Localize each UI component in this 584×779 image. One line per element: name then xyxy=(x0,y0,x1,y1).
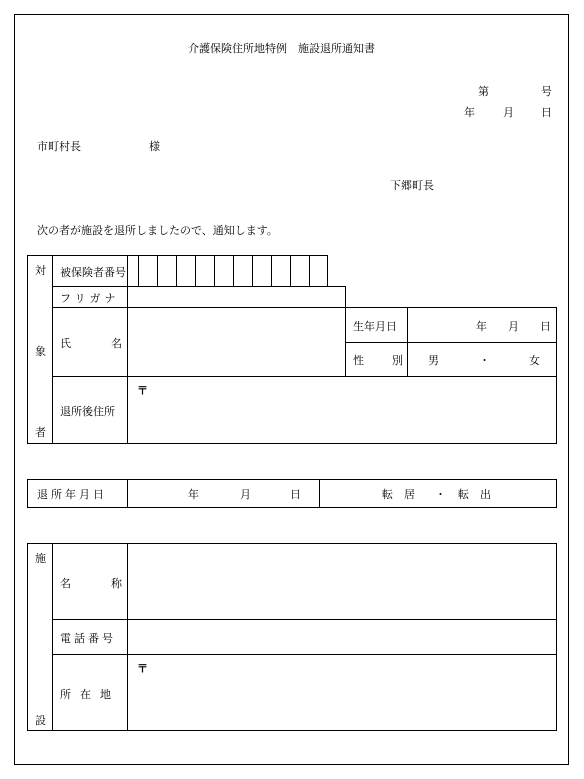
gender-dot: ・ xyxy=(479,354,490,367)
addressee-honorific: 様 xyxy=(149,140,160,153)
subject-side-label-1: 対 xyxy=(35,264,46,277)
date-nen: 年 xyxy=(464,106,475,119)
facility-name-label-2: 称 xyxy=(111,577,122,590)
facility-postal-mark: 〒 xyxy=(137,662,148,675)
birth-nen: 年 xyxy=(476,320,487,333)
birth-tsuki: 月 xyxy=(508,320,519,333)
facility-side-label-1: 施 xyxy=(35,552,46,565)
gender-label-1: 性 xyxy=(353,354,364,367)
move-out: 転 出 xyxy=(458,488,491,501)
gender-male: 男 xyxy=(428,354,439,367)
discharge-tsuki: 月 xyxy=(240,488,251,501)
discharge-hi: 日 xyxy=(290,488,301,501)
discharge-dot: ・ xyxy=(435,488,446,501)
gender-label-2: 別 xyxy=(392,354,403,367)
addressee: 市町村長 xyxy=(37,140,81,153)
subject-postal-mark: 〒 xyxy=(137,384,148,397)
discharge-date-label: 退所年月日 xyxy=(37,488,107,501)
facility-phone-label: 電話番号 xyxy=(60,632,116,645)
document-title: 介護保険住所地特例 施設退所通知書 xyxy=(188,42,375,55)
date-tsuki: 月 xyxy=(503,106,514,119)
number-go: 号 xyxy=(541,85,552,98)
birthdate-label: 生年月日 xyxy=(353,320,397,333)
sender: 下郷町長 xyxy=(390,179,434,192)
intro-text: 次の者が施設を退所しましたので、通知します。 xyxy=(37,224,278,237)
date-hi: 日 xyxy=(541,106,552,119)
furigana-label: フリガナ xyxy=(60,292,120,305)
facility-location-label: 所在地 xyxy=(60,688,120,701)
birth-hi: 日 xyxy=(540,320,551,333)
address-after-label: 退所後住所 xyxy=(60,405,115,418)
move-in-city: 転 居 xyxy=(382,488,415,501)
name-label-1: 氏 xyxy=(60,337,71,350)
facility-name-label-1: 名 xyxy=(60,577,71,590)
facility-side-label-2: 設 xyxy=(35,714,46,727)
subject-side-label-3: 者 xyxy=(35,426,46,439)
discharge-nen: 年 xyxy=(188,488,199,501)
name-label-2: 名 xyxy=(111,337,122,350)
insured-number-label: 被保険者番号 xyxy=(60,266,126,279)
number-dai: 第 xyxy=(478,85,489,98)
gender-female: 女 xyxy=(529,354,540,367)
subject-side-label-2: 象 xyxy=(35,345,46,358)
